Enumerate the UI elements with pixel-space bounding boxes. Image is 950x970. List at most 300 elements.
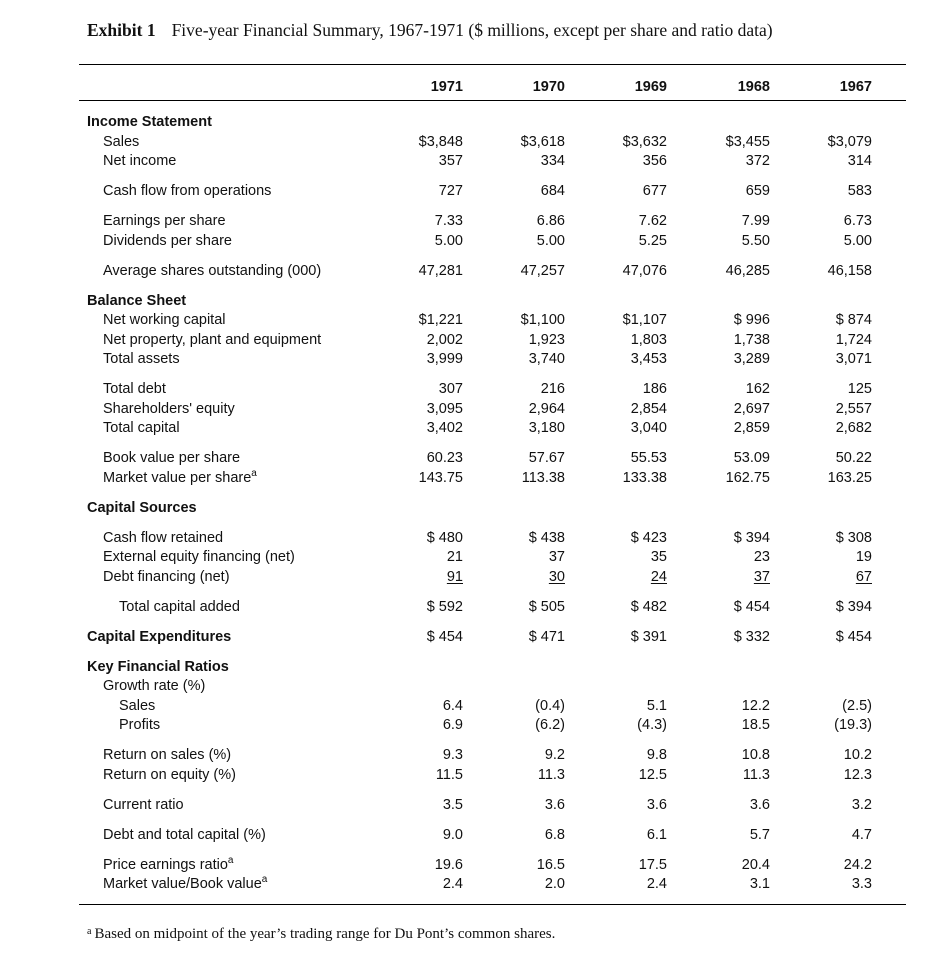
value-text: 60.23 bbox=[426, 450, 463, 466]
value-cell bbox=[373, 468, 463, 488]
value-cell bbox=[680, 528, 770, 548]
value-text: (19.3) bbox=[834, 717, 872, 733]
row-label: Net income bbox=[103, 153, 177, 169]
value-cell bbox=[475, 468, 565, 488]
value-cell bbox=[782, 825, 872, 845]
exhibit-label: Exhibit 1 bbox=[87, 20, 156, 40]
value-text: 6.73 bbox=[843, 213, 872, 229]
value-cell bbox=[577, 310, 667, 330]
value-cell bbox=[577, 211, 667, 231]
value-text: 6.4 bbox=[442, 698, 463, 714]
value-text: 37 bbox=[548, 549, 565, 565]
value-text: 3.6 bbox=[646, 797, 667, 813]
value-cell bbox=[680, 468, 770, 488]
value-text: 11.3 bbox=[742, 767, 770, 783]
value-cell bbox=[680, 765, 770, 785]
value-cell bbox=[577, 231, 667, 251]
value-cell bbox=[782, 795, 872, 815]
value-cell bbox=[782, 379, 872, 399]
value-text: 113.38 bbox=[521, 470, 565, 486]
footnote-marker: a bbox=[227, 855, 234, 867]
value-cell bbox=[680, 261, 770, 281]
value-cell bbox=[577, 418, 667, 438]
value-text: $ 471 bbox=[528, 629, 565, 645]
value-cell bbox=[782, 874, 872, 894]
value-cell bbox=[373, 418, 463, 438]
value-cell bbox=[577, 765, 667, 785]
value-text: 5.00 bbox=[536, 233, 565, 249]
value-text: 5.1 bbox=[646, 698, 667, 714]
value-text: $1,107 bbox=[622, 312, 667, 328]
value-text: 5.50 bbox=[741, 233, 770, 249]
row-label: Debt financing (net) bbox=[103, 569, 230, 585]
row-label: Profits bbox=[119, 717, 161, 733]
value-text: $3,618 bbox=[520, 134, 565, 150]
value-cell bbox=[577, 696, 667, 716]
value-text: 2,682 bbox=[835, 420, 872, 436]
value-text: 143.75 bbox=[418, 470, 463, 486]
value-cell bbox=[475, 330, 565, 350]
value-cell bbox=[373, 330, 463, 350]
value-cell bbox=[782, 418, 872, 438]
bottom-rule bbox=[79, 904, 906, 905]
row-label-text: Market value/Book value bbox=[103, 876, 262, 892]
value-cell bbox=[373, 528, 463, 548]
value-text: 1,738 bbox=[733, 332, 770, 348]
section-heading: Balance Sheet bbox=[87, 293, 187, 309]
row-total-cap-added bbox=[0, 597, 950, 617]
section-income-statement bbox=[0, 112, 950, 132]
row-ros bbox=[0, 745, 950, 765]
row-debt-fin bbox=[0, 567, 950, 587]
value-text: 163.25 bbox=[827, 470, 872, 486]
row-label bbox=[103, 874, 267, 894]
section-heading: Income Statement bbox=[87, 114, 212, 130]
value-text: 3.2 bbox=[851, 797, 872, 813]
value-cell bbox=[373, 261, 463, 281]
value-cell bbox=[475, 855, 565, 875]
value-text: 3,740 bbox=[528, 351, 565, 367]
value-cell bbox=[373, 399, 463, 419]
value-cell bbox=[680, 567, 770, 587]
value-text: 216 bbox=[540, 381, 565, 397]
value-text: 12.5 bbox=[638, 767, 667, 783]
value-cell bbox=[782, 310, 872, 330]
value-cell bbox=[475, 567, 565, 587]
row-label bbox=[103, 468, 257, 488]
value-text: 11.5 bbox=[435, 767, 463, 783]
value-cell bbox=[373, 715, 463, 735]
header-rule bbox=[79, 100, 906, 101]
value-cell bbox=[782, 132, 872, 152]
value-cell bbox=[373, 231, 463, 251]
value-text: 133.38 bbox=[622, 470, 667, 486]
value-text: 2,964 bbox=[528, 401, 565, 417]
value-cell bbox=[680, 448, 770, 468]
row-total-capital bbox=[0, 418, 950, 438]
value-cell bbox=[680, 795, 770, 815]
value-text: 4.7 bbox=[851, 827, 872, 843]
value-text: 16.5 bbox=[536, 857, 565, 873]
row-label: Shareholders' equity bbox=[103, 401, 235, 417]
value-text: 357 bbox=[438, 153, 463, 169]
row-capex bbox=[0, 627, 950, 647]
value-text: 20.4 bbox=[741, 857, 770, 873]
value-text: 659 bbox=[745, 183, 770, 199]
row-label: Total capital bbox=[103, 420, 180, 436]
value-text: 6.1 bbox=[646, 827, 667, 843]
value-text: 6.86 bbox=[536, 213, 565, 229]
value-text: $1,221 bbox=[418, 312, 463, 328]
value-text: 19.6 bbox=[434, 857, 463, 873]
value-text: 1,724 bbox=[835, 332, 872, 348]
value-cell bbox=[475, 715, 565, 735]
row-current-ratio bbox=[0, 795, 950, 815]
value-text: 3.5 bbox=[442, 797, 463, 813]
value-text: $1,100 bbox=[520, 312, 565, 328]
value-text: 2.4 bbox=[442, 876, 463, 892]
row-total-debt bbox=[0, 379, 950, 399]
value-cell bbox=[475, 765, 565, 785]
row-cf-retained bbox=[0, 528, 950, 548]
value-text: 9.3 bbox=[442, 747, 463, 763]
value-cell bbox=[680, 874, 770, 894]
row-pe bbox=[0, 855, 950, 875]
value-cell bbox=[373, 627, 463, 647]
value-text: 3.3 bbox=[851, 876, 872, 892]
value-cell bbox=[782, 330, 872, 350]
row-total-assets bbox=[0, 349, 950, 369]
value-cell bbox=[680, 379, 770, 399]
value-cell bbox=[373, 132, 463, 152]
value-cell bbox=[475, 696, 565, 716]
value-cell bbox=[680, 715, 770, 735]
value-cell bbox=[373, 310, 463, 330]
row-cash-flow-ops bbox=[0, 181, 950, 201]
value-text: 7.62 bbox=[638, 213, 667, 229]
value-text: 3,095 bbox=[426, 401, 463, 417]
value-text: 125 bbox=[847, 381, 872, 397]
value-cell bbox=[680, 330, 770, 350]
value-cell bbox=[782, 468, 872, 488]
value-cell bbox=[782, 349, 872, 369]
value-text: 334 bbox=[540, 153, 565, 169]
footnote-marker: a bbox=[251, 468, 257, 480]
value-cell bbox=[475, 181, 565, 201]
row-sales bbox=[0, 132, 950, 152]
row-ext-equity bbox=[0, 547, 950, 567]
value-cell bbox=[475, 231, 565, 251]
value-cell bbox=[782, 715, 872, 735]
value-text: 21 bbox=[446, 549, 463, 565]
value-cell bbox=[577, 349, 667, 369]
value-text: 186 bbox=[642, 381, 667, 397]
value-text: 3,071 bbox=[835, 351, 872, 367]
row-label: Cash flow from operations bbox=[103, 183, 272, 199]
value-text: 47,281 bbox=[418, 263, 463, 279]
row-ppe bbox=[0, 330, 950, 350]
value-cell bbox=[680, 825, 770, 845]
value-text: $3,079 bbox=[827, 134, 872, 150]
row-growth-sales bbox=[0, 696, 950, 716]
value-text: $ 394 bbox=[733, 530, 770, 546]
section-balance-sheet bbox=[0, 291, 950, 311]
value-text: $ 996 bbox=[733, 312, 770, 328]
row-mv-bv bbox=[0, 874, 950, 894]
value-text: 67 bbox=[855, 569, 872, 585]
value-text: 50.22 bbox=[835, 450, 872, 466]
value-text: 5.7 bbox=[749, 827, 770, 843]
row-growth-rate bbox=[0, 676, 950, 696]
value-text: (6.2) bbox=[535, 717, 565, 733]
value-text: 727 bbox=[438, 183, 463, 199]
value-text: 47,076 bbox=[622, 263, 667, 279]
value-cell bbox=[577, 330, 667, 350]
value-cell bbox=[577, 715, 667, 735]
value-cell bbox=[782, 745, 872, 765]
value-text: 35 bbox=[650, 549, 667, 565]
value-text: 3.6 bbox=[544, 797, 565, 813]
value-text: 3,402 bbox=[426, 420, 463, 436]
value-cell bbox=[475, 547, 565, 567]
row-label: Cash flow retained bbox=[103, 530, 224, 546]
value-text: 3,453 bbox=[630, 351, 667, 367]
row-avg-shares bbox=[0, 261, 950, 281]
value-cell bbox=[373, 795, 463, 815]
value-cell bbox=[680, 418, 770, 438]
value-text: 2,002 bbox=[426, 332, 463, 348]
value-text: 3.6 bbox=[749, 797, 770, 813]
row-label: Book value per share bbox=[103, 450, 241, 466]
value-cell bbox=[577, 379, 667, 399]
row-label bbox=[103, 855, 233, 875]
value-text: 53.09 bbox=[733, 450, 770, 466]
value-cell bbox=[577, 874, 667, 894]
value-cell bbox=[577, 399, 667, 419]
value-text: 3,180 bbox=[528, 420, 565, 436]
value-cell bbox=[680, 181, 770, 201]
value-text: 684 bbox=[540, 183, 565, 199]
value-text: $ 308 bbox=[835, 530, 872, 546]
value-cell bbox=[577, 448, 667, 468]
row-label-text: Market value per share bbox=[103, 470, 252, 486]
value-cell bbox=[373, 745, 463, 765]
value-text: 372 bbox=[745, 153, 770, 169]
value-cell bbox=[680, 696, 770, 716]
value-text: $ 423 bbox=[630, 530, 667, 546]
value-cell bbox=[577, 547, 667, 567]
value-text: 3,999 bbox=[426, 351, 463, 367]
value-text: 37 bbox=[753, 569, 770, 585]
value-text: $ 394 bbox=[835, 599, 872, 615]
row-label: Sales bbox=[103, 134, 140, 150]
value-text: $3,455 bbox=[725, 134, 770, 150]
value-cell bbox=[577, 261, 667, 281]
row-label: Net property, plant and equipment bbox=[103, 332, 322, 348]
value-cell bbox=[373, 547, 463, 567]
value-cell bbox=[680, 399, 770, 419]
value-text: 7.33 bbox=[434, 213, 463, 229]
year-header: 1970 bbox=[532, 79, 565, 95]
value-cell bbox=[373, 567, 463, 587]
value-cell bbox=[373, 211, 463, 231]
value-cell bbox=[373, 448, 463, 468]
value-cell bbox=[680, 310, 770, 330]
value-text: $3,632 bbox=[622, 134, 667, 150]
value-text: $ 438 bbox=[528, 530, 565, 546]
value-text: 46,158 bbox=[827, 263, 872, 279]
value-cell bbox=[475, 379, 565, 399]
row-label: Net working capital bbox=[103, 312, 226, 328]
year-header: 1967 bbox=[839, 79, 872, 95]
value-text: 19 bbox=[855, 549, 872, 565]
value-cell bbox=[680, 151, 770, 171]
value-text: 2,697 bbox=[733, 401, 770, 417]
value-cell bbox=[475, 745, 565, 765]
year-header: 1969 bbox=[634, 79, 667, 95]
value-cell bbox=[782, 261, 872, 281]
value-cell bbox=[373, 151, 463, 171]
value-cell bbox=[475, 597, 565, 617]
value-text: 6.9 bbox=[442, 717, 463, 733]
value-cell bbox=[782, 547, 872, 567]
footnote-marker: a bbox=[87, 926, 92, 937]
value-cell bbox=[680, 132, 770, 152]
value-cell bbox=[577, 181, 667, 201]
value-cell bbox=[373, 874, 463, 894]
value-cell bbox=[577, 528, 667, 548]
value-text: 6.8 bbox=[544, 827, 565, 843]
value-cell bbox=[373, 855, 463, 875]
section-capital-sources bbox=[0, 498, 950, 518]
value-text: 2,557 bbox=[835, 401, 872, 417]
value-cell bbox=[577, 795, 667, 815]
value-text: 57.67 bbox=[528, 450, 565, 466]
value-cell bbox=[782, 528, 872, 548]
value-text: $ 482 bbox=[630, 599, 667, 615]
value-text: 24.2 bbox=[843, 857, 872, 873]
value-text: $ 480 bbox=[426, 530, 463, 546]
footnote bbox=[87, 926, 555, 943]
value-text: 1,923 bbox=[528, 332, 565, 348]
value-text: (4.3) bbox=[637, 717, 667, 733]
value-cell bbox=[373, 765, 463, 785]
value-text: (0.4) bbox=[535, 698, 565, 714]
value-cell bbox=[475, 132, 565, 152]
row-growth-profits bbox=[0, 715, 950, 735]
value-cell bbox=[680, 627, 770, 647]
value-text: 677 bbox=[642, 183, 667, 199]
value-text: (2.5) bbox=[842, 698, 872, 714]
value-cell bbox=[782, 696, 872, 716]
value-cell bbox=[577, 825, 667, 845]
value-text: 314 bbox=[847, 153, 872, 169]
footnote-text: Based on midpoint of the year’s trading range for Du Pont’s common shares. bbox=[94, 926, 556, 942]
value-text: 9.8 bbox=[646, 747, 667, 763]
value-text: 18.5 bbox=[741, 717, 770, 733]
value-cell bbox=[577, 151, 667, 171]
value-text: 11.3 bbox=[537, 767, 565, 783]
value-cell bbox=[373, 597, 463, 617]
value-cell bbox=[782, 597, 872, 617]
value-cell bbox=[475, 310, 565, 330]
value-cell bbox=[577, 567, 667, 587]
row-equity bbox=[0, 399, 950, 419]
year-header: 1971 bbox=[430, 79, 463, 95]
row-debt-tc bbox=[0, 825, 950, 845]
value-text: 1,803 bbox=[630, 332, 667, 348]
value-cell bbox=[680, 745, 770, 765]
value-cell bbox=[782, 231, 872, 251]
value-text: 162 bbox=[745, 381, 770, 397]
value-text: 5.00 bbox=[434, 233, 463, 249]
value-text: 30 bbox=[548, 569, 565, 585]
row-label: Total assets bbox=[103, 351, 180, 367]
value-cell bbox=[373, 349, 463, 369]
value-cell bbox=[782, 627, 872, 647]
value-cell bbox=[577, 745, 667, 765]
value-cell bbox=[475, 448, 565, 468]
year-header: 1968 bbox=[737, 79, 770, 95]
value-text: 24 bbox=[650, 569, 667, 585]
value-cell bbox=[680, 231, 770, 251]
value-text: $ 874 bbox=[835, 312, 872, 328]
footnote-marker: a bbox=[261, 874, 268, 886]
row-roe bbox=[0, 765, 950, 785]
value-cell bbox=[475, 151, 565, 171]
section-heading: Key Financial Ratios bbox=[87, 659, 229, 675]
value-cell bbox=[680, 855, 770, 875]
value-cell bbox=[373, 825, 463, 845]
value-cell bbox=[782, 855, 872, 875]
value-cell bbox=[577, 468, 667, 488]
value-cell bbox=[475, 627, 565, 647]
exhibit-title-text: Five-year Financial Summary, 1967-1971 ($ millions, except per share and ratio data) bbox=[171, 20, 773, 40]
row-label: Sales bbox=[119, 698, 156, 714]
row-label: Dividends per share bbox=[103, 233, 232, 249]
value-text: $ 454 bbox=[733, 599, 770, 615]
value-text: 7.99 bbox=[741, 213, 770, 229]
value-text: 3.1 bbox=[749, 876, 770, 892]
value-cell bbox=[680, 211, 770, 231]
value-text: 9.0 bbox=[442, 827, 463, 843]
value-text: $ 391 bbox=[630, 629, 667, 645]
row-label: Debt and total capital (%) bbox=[103, 827, 266, 843]
value-cell bbox=[782, 151, 872, 171]
row-label: Total debt bbox=[103, 381, 166, 397]
value-cell bbox=[475, 874, 565, 894]
value-cell bbox=[475, 211, 565, 231]
value-cell bbox=[373, 696, 463, 716]
row-label: Return on equity (%) bbox=[103, 767, 236, 783]
top-rule bbox=[79, 64, 906, 65]
row-label-text: Price earnings ratio bbox=[103, 857, 228, 873]
value-text: 3,040 bbox=[630, 420, 667, 436]
value-text: 55.53 bbox=[630, 450, 667, 466]
value-text: $ 505 bbox=[528, 599, 565, 615]
value-cell bbox=[680, 597, 770, 617]
value-text: 17.5 bbox=[638, 857, 667, 873]
value-cell bbox=[577, 597, 667, 617]
value-text: 10.8 bbox=[741, 747, 770, 763]
row-nwc bbox=[0, 310, 950, 330]
value-text: 2.0 bbox=[544, 876, 565, 892]
value-text: 5.25 bbox=[638, 233, 667, 249]
value-text: 356 bbox=[642, 153, 667, 169]
value-cell bbox=[782, 211, 872, 231]
value-text: 91 bbox=[446, 569, 463, 585]
value-text: 12.3 bbox=[843, 767, 872, 783]
